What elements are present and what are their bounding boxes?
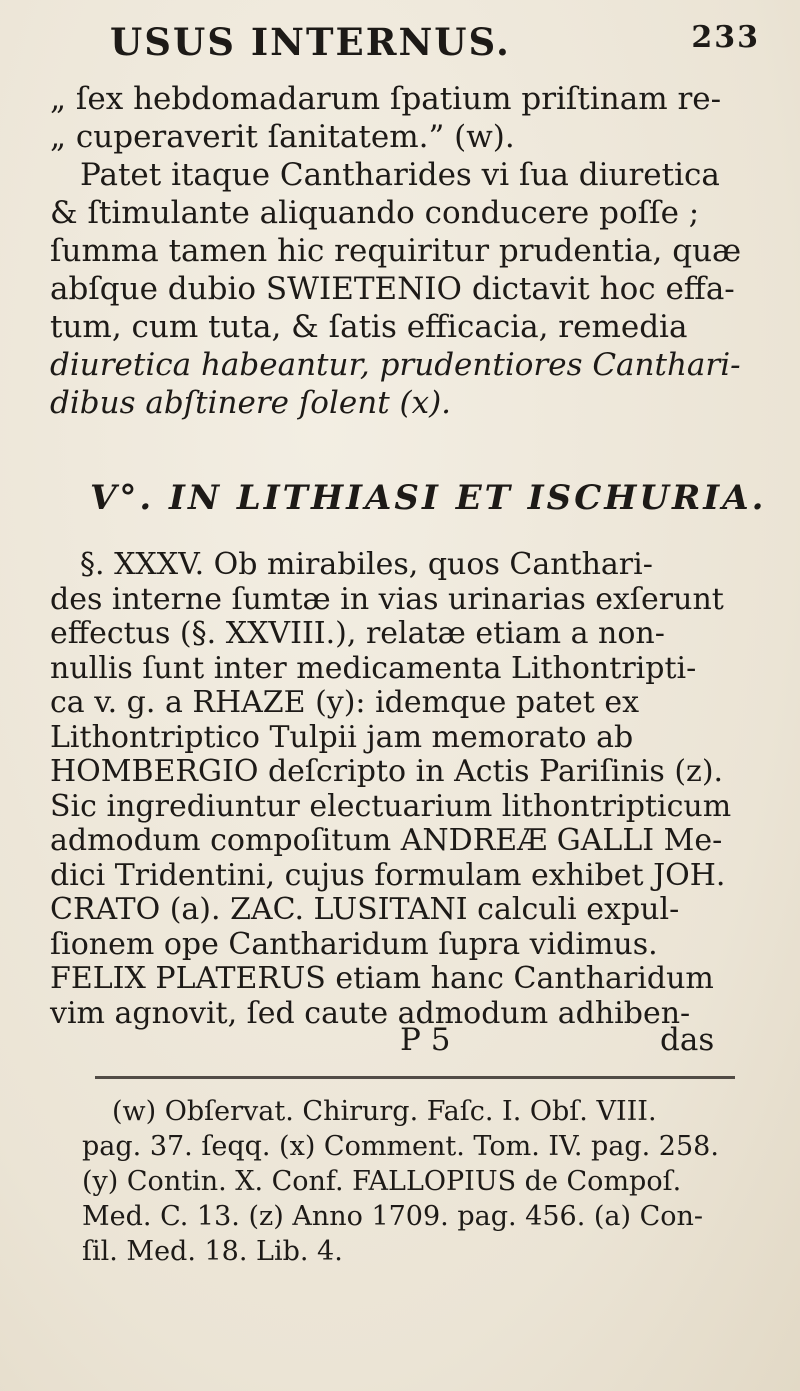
footnotes	[82, 1094, 762, 1269]
text-line: dibus abſtinere ſolent (x).	[50, 385, 452, 421]
text-line: abſque dubio SWIETENIO dictavit hoc effa-	[50, 271, 735, 307]
text-line: tum, cum tuta, & ſatis efficacia, remedia	[50, 309, 688, 345]
text-line: §. XXXV. Ob mirabiles, quos Canthari-	[80, 547, 653, 582]
text-line: des interne ſumtæ in vias urinarias exſerunt	[50, 581, 724, 617]
text-line: diuretica habeantur, prudentiores Canthari-	[50, 347, 741, 383]
text-line: nullis ſunt inter medicamenta Lithontripti-	[50, 650, 697, 686]
text-line: FELIX PLATERUS etiam hanc Cantharidum	[50, 961, 714, 996]
text-line: Sic ingrediuntur electuarium lithontripticum	[50, 788, 732, 824]
text-line: CRATO (a). ZAC. LUSITANI calculi expul-	[50, 892, 680, 927]
text-line: admodum compoſitum ANDREÆ GALLI Me-	[50, 823, 723, 858]
top-paragraph	[50, 80, 750, 422]
catchword: das	[660, 1022, 715, 1058]
main-paragraph	[50, 548, 750, 1031]
text-line: effectus (§. XXVIII.), relatæ etiam a non-	[50, 616, 665, 651]
page-number: 233	[691, 20, 760, 55]
footnote-line: Med. C. 13. (z) Anno 1709. pag. 456. (a) Con-	[82, 1201, 704, 1232]
section-heading: V°. IN LITHIASI ET ISCHURIA.	[90, 478, 767, 518]
running-header	[110, 20, 760, 70]
running-title: USUS INTERNUS.	[110, 20, 511, 64]
text-line: & ſtimulante aliquando conducere poſſe ;	[50, 195, 700, 231]
text-line: vim agnovit, ſed caute admodum adhiben-	[50, 995, 691, 1031]
text-line: „ ſex hebdomadarum ſpatium priſtinam re-	[50, 81, 722, 117]
text-line: dici Tridentini, cujus formulam exhibet JOH.	[50, 857, 726, 893]
text-line: „ cuperaverit ſanitatem.” (w).	[50, 119, 515, 155]
footnote-rule	[95, 1076, 735, 1079]
text-line: Patet itaque Cantharides vi ſua diuretica	[80, 157, 720, 193]
text-line: Lithontriptico Tulpii jam memorato ab	[50, 719, 634, 755]
text-line: ca v. g. a RHAZE (y): idemque patet ex	[50, 685, 640, 720]
footnote-line: (y) Contin. X. Conf. FALLOPIUS de Compoſ.	[82, 1166, 682, 1197]
text-line: ſionem ope Cantharidum ſupra vidimus.	[50, 926, 658, 962]
footnote-line: (w) Obſervat. Chirurg. Faſc. I. Obſ. VIII.	[112, 1096, 657, 1127]
footnote-line: ſil. Med. 18. Lib. 4.	[82, 1236, 343, 1267]
signature-mark: P 5	[400, 1022, 451, 1058]
text-line: HOMBERGIO deſcripto in Actis Pariſinis (z).	[50, 754, 724, 789]
footnote-line: pag. 37. ſeqq. (x) Comment. Tom. IV. pag. 258.	[82, 1131, 719, 1162]
text-line: ſumma tamen hic requiritur prudentia, quæ	[50, 233, 742, 269]
